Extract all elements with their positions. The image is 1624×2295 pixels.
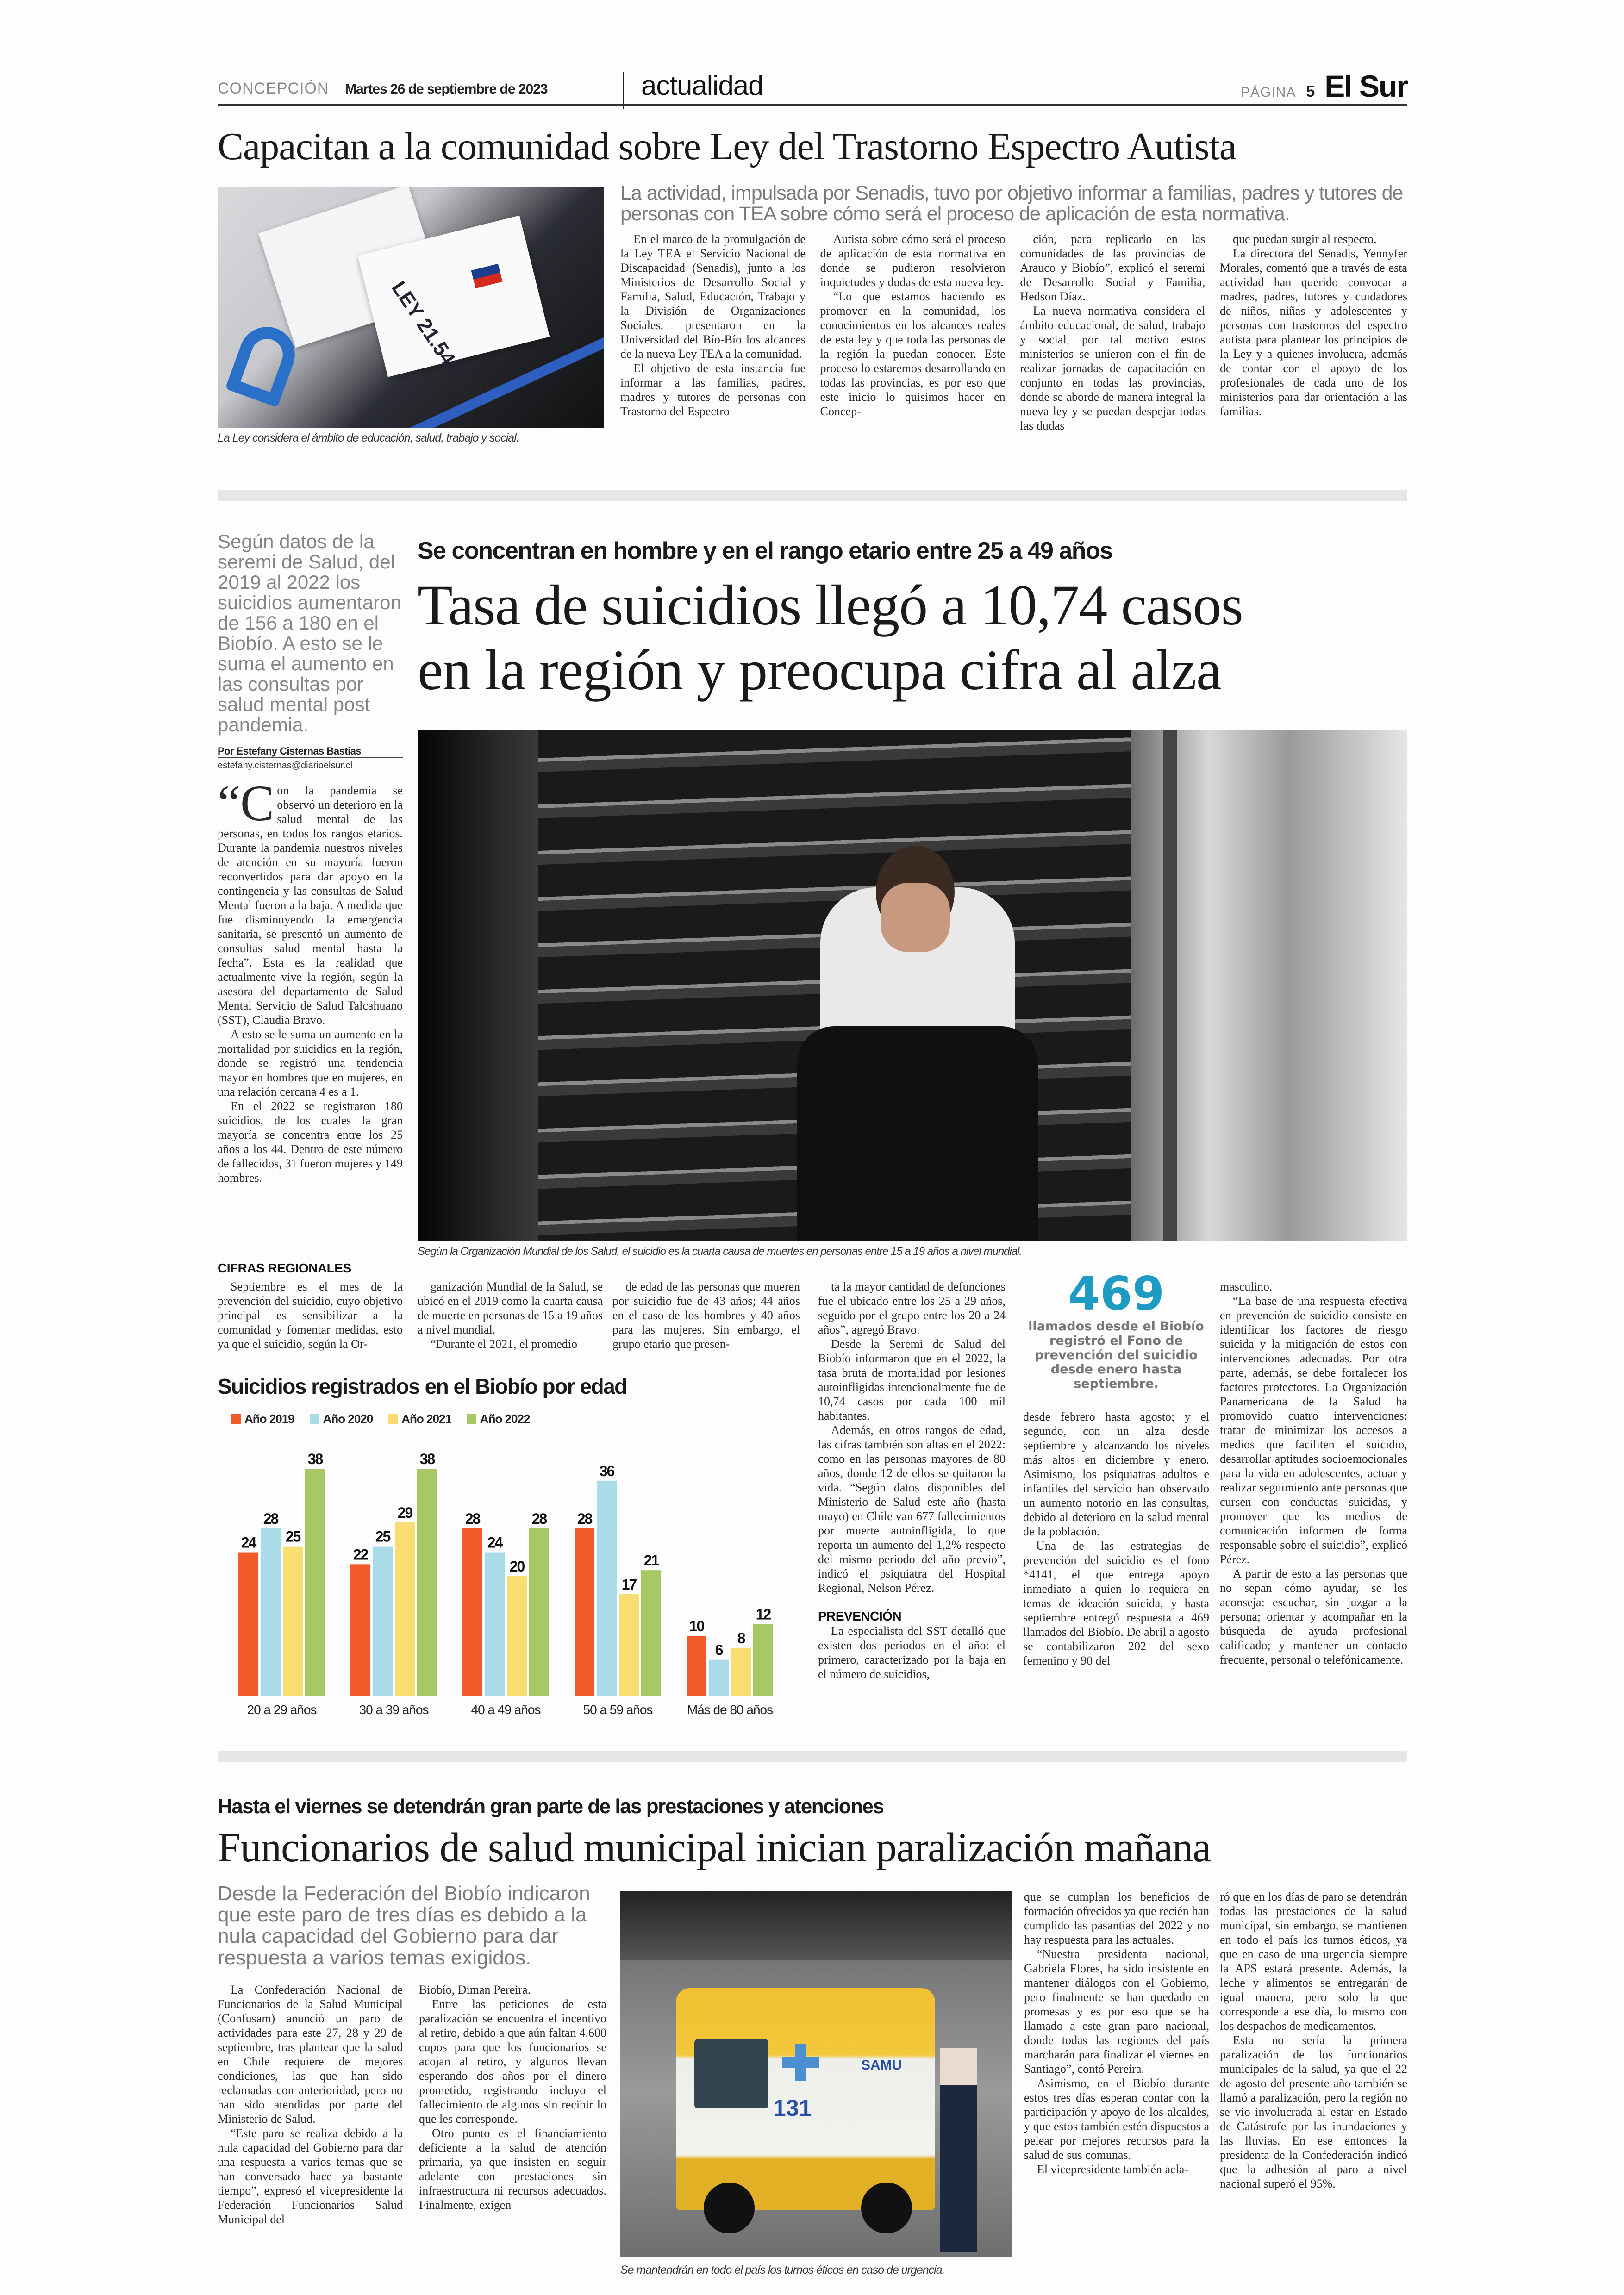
bar-value-label: 38 [307,1451,323,1467]
category-label: 40 a 49 años [471,1703,541,1717]
bar-año-2019 [575,1528,594,1696]
header-city: CONCEPCIÓN [218,80,329,97]
page-number: 5 [1306,83,1315,100]
paragraph: “La base de una respuesta efectiva en prevención de suicidio consiste en identificar los factores de riesgo suicida y la mitigación de estos con intervenciones adecuadas. Por otra parte, además, se debe fortalecer los factores protectores. La Organización Panamericana de la Salud ha promovido cuatro intervenciones: tratar de minimizar los accesos a medios que faciliten el suicidio, desarrollar aptitudes socioemocionales para la vida en adolescentes, actuar y realizar seguimiento ante personas que cursen con conductas suicidas, y promover que los medios de comunicación informen de forma responsable sobre el suicidio”, explicó Pérez. [1220,1294,1407,1566]
article3-title: Funcionarios de salud municipal inician paralización mañana [218,1825,1211,1871]
paragraph: A esto se le suma un aumento en la mortalidad por suicidios en la región, donde se registró una tendencia mayor en hombres que en mujeres, en una relación cercana 4 es a 1. [218,1028,403,1098]
byline: Por Estefany Cisternas Bastias [218,745,403,758]
bar-año-2020 [597,1481,617,1696]
legend-label: Año 2020 [323,1412,373,1426]
category-label: 30 a 39 años [359,1703,429,1717]
paragraph: En el 2022 se registraron 180 suicidios, de los cuales la gran mayoría se concentra entre los 25 años a los 44. Dentro de este número de fallecidos, 31 fueron mujeres y 149 hombres. [218,1099,403,1185]
bar-año-2022 [305,1469,325,1696]
byline-email[interactable]: estefany.cisternas@diarioelsur.cl [218,761,353,771]
article3-left-block [218,1883,606,2253]
header-date: Martes 26 de septiembre de 2023 [345,81,548,97]
column-4-paragraphs [818,1279,1006,1595]
legend-item [388,1412,451,1426]
bar-año-2022 [417,1469,437,1696]
article2-left-block [218,531,403,1249]
bar-año-2021 [283,1547,303,1696]
paragraph: La directora del Senadis, Yennyfer Morales, comentó que a través de esta actividad han querido convocar a madres, padres, tutores y cuidadores de niños, niñas y adolescentes y personas con trastornos del espectro autista para plantear los principios de la Ley y a quienes involucra, además de contar con el apoyo de los profesionales de cada uno de los ministerios para dar orientación a las familias. [1219,247,1407,418]
star-of-life-icon [782,2044,819,2081]
newspaper-logo: El Sur [1324,69,1407,103]
article3-photo [620,1891,1012,2257]
legend-label: Año 2022 [480,1412,530,1426]
bar-value-label: 21 [643,1552,659,1569]
paragraph: Asimismo, en el Biobío durante estos tres días esperan contar con la participación y apoyo de los alcaldes, y que estos también estén dispuestos a pelear por mejores recursos para la salud de sus comunas. [1024,2077,1209,2162]
paragraph: “Este paro se realiza debido a la nula capacidad del Gobierno para dar una respuesta a varios temas que se han conversado hace ya bastante tiempo”, expresó el vicepresidente la Federación Funcionarios Salud Municipal del [218,2126,403,2226]
article3-kicker: Hasta el viernes se detendrán gran parte de las prestaciones y atenciones [218,1795,884,1818]
legend-label: Año 2019 [244,1412,294,1426]
lead-paragraphs [218,783,403,1185]
paragraph: que puedan surgir al respecto. [1232,232,1377,246]
column-4-prevencion-paragraphs [818,1624,1006,1724]
article1-column-1 [620,232,806,479]
article2-kicker: Se concentran en hombre y en el rango etario entre 25 a 49 años [418,537,1112,564]
paragraph: Además, en otros rangos de edad, las cifras también son altas en el 2022: como en las personas mayores de 80 años, donde 12 de ellos se quitaron la vida. “Según datos disponibles del Ministerio de Salud este año (hasta mayo) en Chile van 677 fallecimientos por muerte autoinfligida, lo que reporta un aumento del 1,2% respecto del mismo periodo del año previo”, indicó el psiquiatra del Hospital Regional, Nelson Pérez. [818,1423,1006,1595]
section-separator [218,490,1407,501]
article1-column-3 [1020,232,1205,479]
article1-column-4 [1220,232,1407,479]
drop-cap: “C [218,783,275,831]
glass-frame [1163,730,1177,1241]
bar-value-label: 25 [375,1528,390,1545]
page-label: PÁGINA [1240,85,1296,100]
cifras-column-1 [218,1279,403,1353]
article3-column-2 [419,1983,606,2253]
legend-label: Año 2021 [401,1412,451,1426]
person-hands [881,883,950,952]
bar-value-label: 28 [465,1510,480,1527]
law-card-text: LEY 21.545 [387,277,466,379]
bar-año-2021 [507,1576,527,1696]
paragraph: A partir de esto a las personas que no sepan cómo ayudar, se les aconseja: escuchar, sin juzgar a la persona; orientar y acompañar en la búsqueda de ayuda profesional calificado; y mantener un contacto frecuente, personal o telefónicamente. [1220,1567,1407,1666]
bar-value-label: 28 [531,1510,547,1527]
cifras-column-3 [612,1279,800,1353]
article3-left-columns [218,1983,606,2253]
bar-año-2020 [709,1660,729,1696]
header-divider [623,72,624,109]
paragraph: Una de las estrategias de prevención del suicidio es el fono *4141, el que entrega apoyo inmediato a quien lo requiera en temas de ideación suicida, y hasta septiembre entregó respuesta a 469 llamados del Biobío. De abril a agosto se contabilizaron 202 del sexo femenino y 90 del [1023,1539,1209,1667]
bar-value-label: 6 [715,1641,723,1659]
ambulance-number: 131 [773,2095,812,2121]
legend-swatch-2019 [231,1414,241,1424]
legend-swatch-2020 [310,1414,319,1424]
bar-value-label: 28 [263,1510,278,1527]
bar-value-label: 22 [353,1546,368,1563]
article1-photo-caption: La Ley considera el ámbito de educación, salud, trabajo y social. [218,431,519,444]
bar-value-label: 36 [599,1462,614,1479]
roof [620,1891,1012,1960]
paragraph: on la pandemia se observó un deterioro en la salud mental de las personas, en todos los rangos etarios. Durante la pandemia nuestros niveles de atención en su mayoría fueron reconvertidos para dar apoyo en la contingencia y las consultas de Salud Mental fueron a la baja. A medida que fue disminuyendo la emergencia sanitaria, se presentó un aumento de consultas salud mental hasta la fecha”. Esta es la realidad que actualmente vive la región, según la asesora del departamento de Salud Mental Servicio de Salud Talcahuano (SST), Claudia Bravo. [218,784,403,1027]
paragraph: La Confederación Nacional de Funcionarios de la Salud Municipal (Confusam) anunció un paro de actividades para este 27, 28 y 29 de septiembre, tras plantear que la salud en Chile requiere de mejores condiciones, las que han sido reclamadas con anterioridad, pero no han sido atendidas por parte del Ministerio de Salud. [218,1983,403,2126]
ambulance-label: SAMU [861,2058,902,2073]
legend-item [231,1412,294,1426]
section-separator [218,1751,1407,1762]
article1-columns [620,232,1407,479]
bar-año-2019 [462,1528,482,1696]
chart-title: Suicidios registrados en el Biobío por edad [218,1374,627,1398]
article2-title-line2: en la región y preocupa cifra al alza [418,638,1221,702]
paragraph: masculino. [1220,1280,1273,1293]
article3-column-3 [1024,1890,1209,2278]
paragraph: “Durante el 2021, el promedio [431,1337,577,1351]
bar-value-label: 38 [419,1451,435,1467]
bar-value-label: 24 [487,1534,502,1551]
bar-año-2019 [687,1636,706,1696]
paragraph: Desde la Seremi de Salud del Biobío informaron que en el 2022, la tasa bruta de mortalidad por lesiones autoinfligidas intencionalmente fue de 10,74 casos por cada 100 mil habitantes. [818,1337,1006,1422]
health-worker [940,2048,977,2252]
bar-año-2022 [641,1570,661,1696]
paragraph: Autista sobre cómo será el proceso de aplicación de esta normativa en donde se pudieron resolvieron inquietudes y dudas de esta nueva ley. [820,232,1006,289]
bar-value-label: 10 [689,1618,704,1635]
article1-deck: La actividad, impulsada por Senadis, tuvo por objetivo informar a familias, padres y tutores de personas con TEA sobre cómo será el proceso de aplicación de esta normativa. [620,182,1403,225]
paragraph: El objetivo de esta instancia fue informar a las familias, padres, madres y tutores de personas con Trastorno del Espectro [620,362,806,418]
paragraph: Biobío, Diman Pereira. [419,1983,531,1996]
stat-box [1023,1268,1209,1391]
bar-año-2019 [238,1553,258,1696]
paragraph: ganización Mundial de la Salud, se ubicó en el 2019 como la cuarta causa de muerte en personas de 15 a 19 años a nivel mundial. [418,1280,603,1336]
stat-description: llamados desde el Biobío registró el Fono de prevención del suicidio desde enero hasta septiembre. [1028,1319,1204,1391]
paragraph: Entre las peticiones de esta paralización se encuentra el incentivo al retiro, debido a que aún faltan 4.600 cupos para que los funcionarios se acojan al retiro, y algunos llevan esperando dos años por el dinero prometido, registrando incluyo el fallecimiento de algunos sin recibir lo que les corresponde. [419,1997,606,2126]
legend-swatch-2022 [467,1414,476,1424]
category-label: 20 a 29 años [247,1703,317,1717]
article1-text-block [620,183,1407,479]
subhead-prevencion: PREVENCIÓN [818,1609,902,1623]
paragraph: ción, para replicarlo en las comunidades de las provincias de Arauco y Biobío”, explicó el seremi de Desarrollo Social y Familia, Hedson Díaz. [1020,232,1206,304]
article3-photo-caption: Se mantendrán en todo el país los turnos éticos en caso de urgencia. [620,2264,945,2276]
bar-año-2021 [731,1648,751,1696]
paragraph: ró que en los días de paro se detendrán todas las prestaciones de la salud municipal, sin embargo, se mantienen en todo el país los turnos éticos, ya que en caso de una urgencia siempre la APS estará presente. Además, la leche y alimentos se entregarán de igual manera, pero solo la que corresponde a ese día, lo mismo con los despachos de medicamentos. [1220,1890,1407,2033]
bar-chart [218,1430,801,1727]
wheel [704,2183,755,2233]
paragraph: de edad de las personas que mueren por suicidio fue de 43 años; 44 años en el caso de los hombres y 40 años para las mujeres. Sin embargo, el grupo etario que presen- [612,1280,800,1351]
paragraph: Otro punto es el financiamiento deficiente a la salud de atención primaria, ya que insisten en seguir adelante con prestaciones sin infraestructura ni recursos adecuados. Finalmente, exigen [419,2126,606,2212]
bar-año-2020 [373,1547,393,1696]
article3-column-4 [1220,1890,1407,2278]
bar-value-label: 25 [285,1528,300,1545]
paragraph: “Lo que estamos haciendo es promover en la comunidad, los conocimientos en los alcances reales de esta ley y que toda las personas de la región la puedan conocer. Este proceso lo estaremos desarrollando en todas las provincias, es por eso que este inicio lo quisimos hacer en Concep- [820,290,1006,418]
bar-año-2022 [753,1624,773,1696]
article1-title: Capacitan a la comunidad sobre Ley del Trastorno Espectro Autista [218,125,1237,168]
bar-año-2021 [619,1594,639,1696]
article2-photo [418,730,1407,1241]
header-rule [218,104,1407,106]
bar-value-label: 29 [397,1504,412,1522]
paragraph: Septiembre es el mes de la prevención del suicidio, cuyo objetivo principal es sensibilizar a la comunidad y fomentar medidas, esto ya que el suicidio, según la Or- [218,1280,403,1351]
bar-value-label: 28 [577,1510,592,1527]
paragraph: “Nuestra presidenta nacional, Gabriela Flores, ha sido insistente en mantener diálogos con el Gobierno, pero finalmente se han quedado en promesas y es por eso que se ha llamado a este gran paro nacional, donde todas las regiones del país marcharán para finalizar el viernes en Santiago”, contó Pereira. [1024,1947,1209,2076]
paragraph: desde febrero hasta agosto; y el segundo, con un alza desde septiembre y alcanzando los niveles más altos en diciembre y enero. Asimismo, los psiquiatras adultos e infantiles del servicio han observado un aumento notorio en las consultas, debido al deterioro en la salud mental de la población. [1023,1410,1209,1538]
legend-item [467,1412,530,1426]
bar-value-label: 8 [737,1629,745,1646]
header-page-info [1241,69,1407,104]
article2-column-6 [1220,1279,1407,1724]
paragraph: El vicepresidente también acla- [1037,2163,1189,2176]
section-name: actualidad [641,70,763,101]
article1-photo [218,187,604,428]
article1-column-2 [820,232,1006,479]
bar-año-2020 [261,1528,281,1696]
article3-deck: Desde la Federación del Biobío indicaron que este paro de tres días es debido a la nula capacidad del Gobierno para dar respuesta a varios temas exigidos. [218,1882,590,1969]
bar-año-2020 [485,1553,505,1696]
bar-año-2022 [529,1528,549,1696]
wheel [861,2183,912,2233]
legend-item [310,1412,373,1426]
category-label: 50 a 59 años [583,1703,653,1717]
article3-column-1 [218,1983,403,2253]
stat-number: 469 [1068,1266,1165,1321]
ambulance-window [694,2039,768,2108]
bar-año-2021 [395,1522,415,1696]
wall [418,730,538,1241]
article2-column-5-block [1023,1268,1209,1724]
bar-año-2019 [350,1564,370,1696]
bar-value-label: 12 [756,1606,771,1623]
paragraph: La especialista del SST detalló que existen dos periodos en el año: el primero, caracterizado por la baja en el número de suicidios, [818,1624,1006,1681]
article2-column-4 [818,1279,1006,1724]
cifras-column-2 [418,1279,603,1353]
article2-column-5 [1023,1409,1209,1724]
paragraph: La nueva normativa considera el ámbito educacional, de salud, trabajo y social, por tal motivo estos ministerios se unieron con el fin de realizar jornadas de capacitación en conjunto en todas las provincias, donde se aborde de manera integral la nueva ley y se puedan despejar todas las dudas [1020,304,1206,433]
bar-value-label: 20 [509,1558,525,1575]
paragraph: que se cumplan los beneficios de formación ofrecidos ya que recién han cumplido las pasantías del 2022 y no hay respuesta para las actuales. [1024,1890,1209,1946]
ambulance [676,1988,935,2210]
category-label: Más de 80 años [687,1703,773,1717]
chile-flag-icon [471,264,503,288]
subhead-cifras-regionales: CIFRAS REGIONALES [218,1261,351,1275]
paragraph: Esta no sería la primera paralización de los funcionarios municipales de la salud, ya que el 22 de agosto del presente año también se llamó a paralización, pero la región no se vio involucrada al estar en Estado de Catástrofe por las inundaciones y las lluvias. En ese entonces la presidenta de la Confederación indicó que la adhesión al paro a nivel nacional superó el 95%. [1220,2033,1407,2190]
article2-deck: Según datos de la seremi de Salud, del 2019 al 2022 los suicidios aumentaron de 156 a 180 en el Biobío. A esto se le suma el aumento en las consultas por salud mental post pandemia. [218,530,401,736]
bar-value-label: 17 [621,1576,637,1593]
paragraph: En el marco de la promulgación de la Ley TEA el Servicio Nacional de Discapacidad (Senadis), junto a los Ministerios de Desarrollo Social y Familia, Salud, Educación, Trabajo y la División de Organizaciones Sociales, presentaron en la Universidad del Bío-Bío los alcances de la nueva Ley TEA a la comunidad. [620,232,806,361]
person-legs [797,1026,1038,1241]
article2-lead-column [218,783,403,1249]
paragraph: ta la mayor cantidad de defunciones fue el ubicado entre los 25 a 29 años, seguido por el grupo entre los 20 a 24 años”, agregó Bravo. [818,1280,1006,1336]
article2-title-line1: Tasa de suicidios llegó a 10,74 casos [418,574,1243,637]
chart-legend [231,1412,530,1426]
legend-swatch-2021 [388,1414,398,1424]
bar-value-label: 24 [241,1534,256,1551]
article2-photo-caption: Según la Organización Mundial de los Salud, el suicidio es la cuarta causa de muertes en personas entre 15 a 19 años a nivel mundial. [418,1245,1022,1258]
